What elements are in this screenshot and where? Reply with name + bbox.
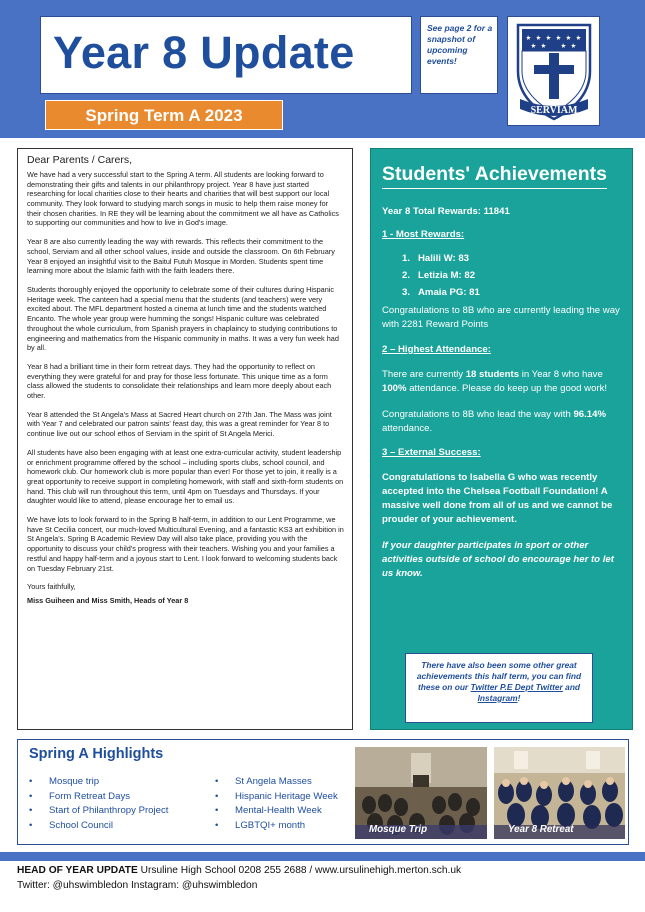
letter-panel [17, 148, 353, 730]
list-item [29, 776, 168, 791]
letter-paragraph: Year 8 are also currently leading the way with rewards. This reflects their commitment to the school, Serviam and all other school values, inside and outside the classroom. On 6th February Year 8 enjoyed an insightful visit to the Baitul Futuh Mosque in Morden. Students spent time learning more about the Islamic faith with the faith leaders there. [27, 237, 335, 276]
highlight-text: School Council [49, 819, 113, 831]
list-item [215, 820, 338, 835]
form-attendance-percent: 96.14% [573, 408, 607, 420]
bullet-icon: • [215, 776, 219, 787]
subtitle-box [45, 100, 283, 130]
bullet-icon: • [29, 819, 33, 831]
text-run: in Year 8 who have [519, 368, 603, 380]
list-number: 2. [402, 270, 411, 281]
footer-band [0, 852, 645, 861]
list-item [215, 791, 338, 806]
title-box [40, 16, 412, 94]
highlight-text: Mental-Health Week [235, 805, 322, 816]
total-rewards: Year 8 Total Rewards: 11841 [382, 206, 510, 217]
footer-contact-details: Ursuline High School 0208 255 2688 / www.ursulinehigh.merton.sch.uk [137, 865, 462, 876]
top-students-list [402, 253, 622, 298]
social-media-note [405, 653, 593, 723]
attendance-count: 18 students [465, 368, 520, 380]
list-item [402, 253, 622, 264]
text-run: Congratulations to 8B who lead the way with [382, 408, 574, 420]
highlights-list-left [29, 776, 168, 834]
list-item [402, 270, 622, 281]
letter-paragraph: We have had a very successful start to the Spring A term. All students are looking forward to demonstrating their gifts and talents in our philanthropy project. Year 8 have just started researching for local charities close to their hearts and charities that will best support our local community. They look forward to studying march songs in music to help them raise money for their chosen charities. In RE they will be learning about the commitment we all have as Catholics to supporting our communities and how to live in God's image. [27, 169, 339, 228]
list-number: 3. [402, 287, 411, 298]
highlights-panel [17, 739, 629, 845]
school-crest [507, 16, 600, 126]
highlights-list-right [215, 776, 338, 834]
list-item [29, 805, 168, 820]
bullet-icon: • [29, 790, 33, 802]
highlight-text: Hispanic Heritage Week [235, 790, 338, 802]
letter-signoff: Yours faithfully, [27, 582, 76, 592]
letter-signer: Miss Guiheen and Miss Smith, Heads of Year 8 [27, 595, 189, 605]
highlight-text: Form Retreat Days [49, 790, 131, 802]
mosque-trip-photo [355, 747, 487, 839]
most-rewards-heading: 1 - Most Rewards: [382, 229, 465, 240]
crest-motto: SERVIAM [530, 105, 578, 116]
text-run: attendance. Please do keep up the good work! [406, 382, 608, 394]
footer-contact [17, 865, 461, 876]
page-title: Year 8 Update [53, 27, 355, 78]
student-reward: Halili W: 83 [418, 253, 470, 264]
student-reward: Letizia M: 82 [418, 270, 476, 281]
letter-greeting: Dear Parents / Carers, [27, 154, 133, 166]
footer-heading: HEAD OF YEAR UPDATE [17, 865, 138, 876]
highlights-title: Spring A Highlights [29, 746, 164, 762]
photo-caption: Year 8 Retreat [508, 824, 574, 835]
letter-paragraph: Students thoroughly enjoyed the opportunity to celebrate some of their cultures during Hispanic Heritage week. The canteen had a special menu that the students (and teachers) were very excited about. The MFL department hosted a cinema at lunch time and the students watched Encanto. The whole year group were humming the songs! Hispanic culture was celebrated throughout the whole curriculum, from Spanish prayers in chaplaincy to studying contributions to engineering and mathematics from the Hispanic community in maths. It was a very fun week had by all. [27, 284, 339, 353]
list-item [215, 805, 338, 820]
text-run: and [562, 681, 581, 692]
letter-paragraph: We have lots to look forward to in the Spring B half-term, in addition to our Lent Programme, we have St Cecilia concert, our much-loved Multicultural Evening, and a fantastic KS3 art exhibition in St Angela's. Spring B Academic Review Day will also take place, providing you with the opportunity to discuss your child's progress with their teachers. Wishing you and your families a restful and happy half-term and a joyous start to Lent. I look forward to welcoming students back on Tuesday February 21st. [27, 515, 344, 573]
year-8-retreat-photo [494, 747, 625, 839]
student-reward: Amaia PG: 81 [418, 287, 480, 298]
photo-caption: Mosque Trip [369, 824, 428, 835]
achievements-panel [370, 148, 633, 730]
bullet-icon: • [29, 805, 33, 816]
attendance-text [382, 368, 622, 396]
external-success-heading: 3 – External Success: [382, 447, 481, 459]
upcoming-events-note: See page 2 for a snapshot of upcoming events! [420, 16, 498, 94]
crest-shield-icon [514, 21, 594, 123]
achievements-title: Students' Achievements [382, 163, 607, 189]
list-item [29, 820, 168, 835]
letter-paragraph: Year 8 had a brilliant time in their form retreat days. They had the opportunity to reflect on everything they were grateful for and pray for those less fortunate. This unique time as a form class allowed the students to consolidate their relationships and learn more deeply about each other. [27, 361, 332, 401]
form-attendance-text [382, 408, 622, 436]
text-run: attendance. [382, 422, 433, 434]
list-item [29, 791, 168, 806]
instagram-link[interactable]: Instagram [477, 692, 518, 703]
highlight-text: Mosque trip [49, 776, 100, 787]
list-item [215, 776, 338, 791]
bullet-icon: • [29, 776, 33, 787]
text-run: There have also been some other great achievements this half term, you can find these on our [416, 660, 582, 692]
footer-social: Twitter: @uhswimbledon Instagram: @uhswimbledon [17, 880, 258, 891]
bullet-icon: • [215, 805, 219, 816]
text-run: ! [517, 692, 521, 703]
external-success-text: Congratulations to Isabella G who was recently accepted into the Chelsea Football Foundation! A massive well done from all of us and we cannot be prouder of your achievement. [382, 472, 613, 526]
list-item [402, 287, 622, 298]
bullet-icon: • [215, 790, 219, 802]
form-rewards-text: Congratulations to 8B who are currently leading the way with 2281 Reward Points [382, 305, 620, 330]
page-subtitle: Spring Term A 2023 [85, 106, 243, 125]
list-number: 1. [402, 253, 411, 264]
highlight-text: Start of Philanthropy Project [49, 805, 169, 816]
letter-paragraph: All students have also been engaging with at least one extra-curricular activity, student leadership or enrichment programme offered by the school – including sports clubs, school council, and homework club. Our homework club is more popular than ever! For those yet to join, it really is a great opportunity to receive support in completing homework, with staff and sixth-form students on hand. This club will run throughout this term, until 4pm on Tuesdays and Thursdays. If your daughter would like to attend, please encourage her to email us. [27, 447, 344, 506]
sport-encouragement-text: If your daughter participates in sport or other activities outside of school do encourage her to let us know. [382, 540, 614, 579]
highlight-text: LGBTQI+ month [235, 819, 306, 831]
highlight-text: St Angela Masses [235, 776, 312, 787]
attendance-percent: 100% [382, 382, 407, 394]
bullet-icon: • [215, 819, 219, 831]
twitter-link[interactable]: Twitter P.E Dept Twitter [470, 681, 563, 692]
letter-paragraph: Year 8 attended the St Angela's Mass at Sacred Heart church on 27th Jan. The Mass was joint with Year 7 and celebrated our patron saints' feast day, this was a great reminder for Year 8 to continue live out our school ethos of Serviam in the spirit of St Angela Merici. [27, 409, 332, 439]
text-run: There are currently [382, 368, 466, 380]
header-band [0, 0, 645, 138]
attendance-heading: 2 – Highest Attendance: [382, 343, 491, 355]
